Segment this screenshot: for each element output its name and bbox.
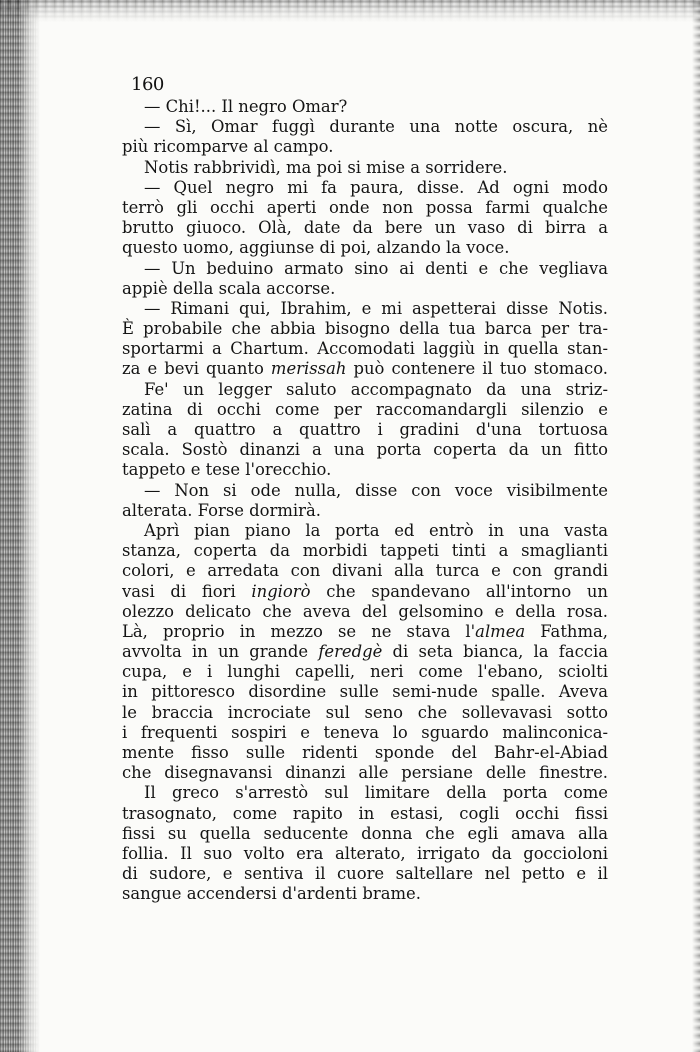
- text-line: in pittoresco disordine sulle semi-nude spalle. Aveva: [122, 682, 608, 702]
- text-line: — Non si ode nulla, disse con voce visibilmente: [144, 480, 608, 500]
- scan-edge-top: [0, 0, 700, 22]
- text-run: di seta bianca, la faccia: [382, 642, 608, 662]
- text-line: tappeto e tese l'orecchio.: [122, 460, 332, 480]
- text-line: — Rimani qui, Ibrahim, e mi aspetterai disse Notis.: [144, 298, 608, 318]
- text-line: [122, 359, 608, 379]
- text-line: zatina di occhi come per raccomandargli silenzio e: [122, 399, 608, 419]
- text-line: brutto giuoco. Olà, date da bere un vaso di birra a: [122, 218, 608, 238]
- text-line: follia. Il suo volto era alterato, irrigato da goccioloni: [122, 843, 608, 863]
- text-line: [122, 582, 608, 602]
- text-line: che disegnavansi dinanzi alle persiane delle finestre.: [122, 763, 608, 783]
- text-line: — Quel negro mi fa paura, disse. Ad ogni modo: [144, 177, 608, 197]
- text-line: sportarmi a Chartum. Accomodati laggiù in quella stan-: [122, 339, 608, 359]
- text-run: può contenere il tuo stomaco.: [346, 359, 608, 379]
- italic-word: merissah: [270, 359, 347, 379]
- text-line: fissi su quella seducente donna che egli amava alla: [122, 823, 608, 843]
- text-line: Notis rabbrividì, ma poi si mise a sorridere.: [144, 157, 508, 177]
- text-line: di sudore, e sentiva il cuore saltellare nel petto e il: [122, 864, 608, 884]
- text-run: Fathma,: [525, 621, 608, 641]
- italic-word: feredgè: [318, 642, 383, 662]
- text-line: alterata. Forse dormirà.: [122, 500, 321, 520]
- text-run: avvolta in un grande: [122, 642, 319, 662]
- text-run: vasi di fiori: [122, 581, 252, 601]
- text-line: Aprì pian piano la porta ed entrò in una vasta: [144, 520, 608, 540]
- scan-edge-right: [692, 0, 700, 1052]
- text-line: salì a quattro a quattro i gradini d'una tortuosa: [122, 420, 608, 439]
- text-line: [122, 642, 608, 662]
- text-line: stanza, coperta da morbidi tappeti tinti a smaglianti: [122, 541, 608, 561]
- text-line: trasognato, come rapito in estasi, cogli occhi fissi: [122, 803, 608, 823]
- text-run: che spandevano all'intorno un: [310, 581, 608, 601]
- text-line: i frequenti sospiri e teneva lo sguardo malinconica-: [122, 722, 608, 742]
- italic-word: almea: [475, 621, 526, 641]
- text-line: — Sì, Omar fuggì durante una notte oscura, nè: [144, 117, 608, 137]
- text-line: olezzo delicato che aveva del gelsomino e della rosa.: [122, 601, 608, 621]
- text-line: terrò gli occhi aperti onde non possa farmi qualche: [122, 197, 608, 217]
- text-line: È probabile che abbia bisogno della tua barca per tra-: [122, 319, 608, 339]
- text-line: mente fisso sulle ridenti sponde del Bahr-el-Abiad: [122, 743, 608, 762]
- text-line: più ricomparve al campo.: [122, 137, 334, 157]
- scan-edge-left: [0, 0, 40, 1052]
- text-line: scala. Sostò dinanzi a una porta coperta da un fitto: [122, 440, 608, 460]
- text-line: le braccia incrociate sul seno che sollevavasi sotto: [122, 702, 608, 722]
- text-line: questo uomo, aggiunse di poi, alzando la voce.: [122, 238, 510, 258]
- text-line: Il greco s'arrestò sul limitare della porta come: [144, 783, 608, 803]
- text-line: cupa, e i lunghi capelli, neri come l'ebano, sciolti: [122, 662, 608, 682]
- text-line: appiè della scala accorse.: [122, 278, 336, 298]
- text-line: colori, e arredata con divani alla turca e con grandi: [122, 561, 608, 581]
- page-number: 160: [131, 74, 164, 95]
- text-run: za e bevi quanto: [122, 359, 271, 379]
- text-line: — Un beduino armato sino ai denti e che vegliava: [144, 258, 608, 278]
- text-line: Fe' un legger saluto accompagnato da una striz-: [144, 379, 608, 399]
- text-line: [122, 622, 608, 642]
- text-line: sangue accendersi d'ardenti brame.: [122, 884, 421, 904]
- italic-word: ingiorò: [251, 581, 311, 601]
- text-line: — Chi!... Il negro Omar?: [144, 97, 348, 116]
- text-run: Là, proprio in mezzo se ne stava l': [122, 621, 476, 641]
- body-text: [122, 97, 608, 905]
